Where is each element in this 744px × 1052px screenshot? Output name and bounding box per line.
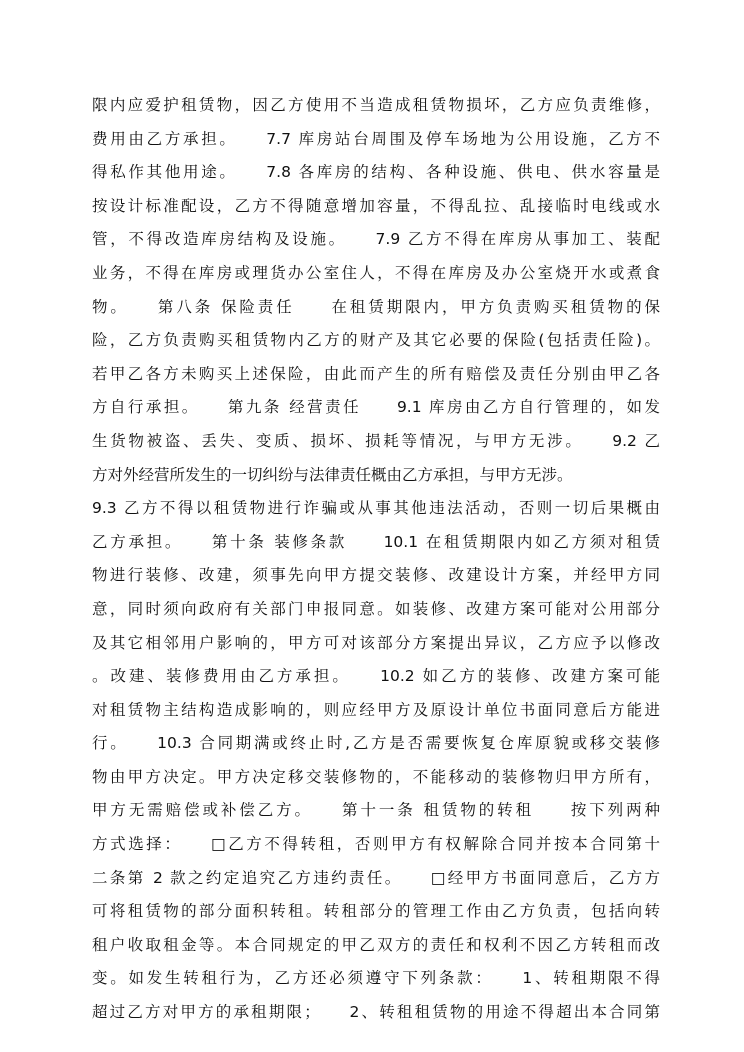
text-line: 甲方无需赔偿或补偿乙方。 第十一条 租赁物的转租 按下列两种 — [92, 801, 660, 820]
text-line: 及其它相邻用户影响的，甲方可对该部分方案提出异议，乙方应予以修改 — [92, 633, 660, 652]
text-line: 可将租赁物的部分面积转租。转租部分的管理工作由乙方负责，包括向转 — [92, 902, 660, 921]
text-line: 费用由乙方承担。 7.7 库房站台周围及停车场地为公用设施，乙方不 — [92, 129, 660, 148]
text-line: 9.3 乙方不得以租赁物进行诈骗或从事其他违法活动，否则一切后果概由 — [92, 499, 660, 518]
text-line: 物。 第八条 保险责任 在租赁期限内，甲方负责购买租赁物的保 — [92, 297, 660, 316]
text-line: 生货物被盗、丢失、变质、损坏、损耗等情况，与甲方无涉。 9.2 乙 — [92, 431, 660, 450]
text-line: 限内应爱护租赁物，因乙方使用不当造成租赁物损坏，乙方应负责维修， — [92, 96, 660, 114]
text-line: 租户收取租金等。本合同规定的甲乙双方的责任和权利不因乙方转租而改 — [92, 935, 660, 954]
text-line: 险，乙方负责购买租赁物内乙方的财产及其它必要的保险(包括责任险)。 — [92, 331, 660, 350]
text-line: 行。 10.3 合同期满或终止时,乙方是否需要恢复仓库原貌或移交装修 — [92, 734, 660, 753]
text-line: 按设计标准配设，乙方不得随意增加容量，不得乱拉、乱接临时电线或水 — [92, 196, 660, 215]
text-line: 业务，不得在库房或理货办公室住人，不得在库房及办公室烧开水或煮食 — [92, 263, 660, 282]
text-line: 方自行承担。 第九条 经营责任 9.1 库房由乙方自行管理的，如发 — [92, 398, 660, 417]
text-line: 方对外经营所发生的一切纠纷与法律责任概由乙方承担，与甲方无涉。 — [92, 465, 573, 484]
text-line: 乙方承担。 第十条 装修条款 10.1 在租赁期限内如乙方须对租赁 — [92, 532, 660, 551]
contract-body-text — [92, 89, 660, 1030]
text-line: 物由甲方决定。甲方决定移交装修物的，不能移动的装修物归甲方所有， — [92, 767, 660, 786]
text-line: 对租赁物主结构造成影响的，则应经甲方及原设计单位书面同意后方能进 — [92, 700, 660, 719]
text-line: 二条第 2 款之约定追究乙方违约责任。 □经甲方书面同意后，乙方方 — [92, 868, 660, 887]
text-line: 超过乙方对甲方的承租期限； 2、转租租赁物的用途不得超出本合同第 — [92, 1003, 660, 1022]
text-line: 管，不得改造库房结构及设施。 7.9 乙方不得在库房从事加工、装配 — [92, 230, 660, 249]
text-line: 意，同时须向政府有关部门申报同意。如装修、改建方案可能对公用部分 — [92, 599, 660, 618]
text-line: 得私作其他用途。 7.8 各库房的结构、各种设施、供电、供水容量是 — [92, 163, 660, 182]
text-line: 变。如发生转租行为，乙方还必须遵守下列条款： 1、转租期限不得 — [92, 969, 660, 988]
text-line: 若甲乙各方未购买上述保险，由此而产生的所有赔偿及责任分别由甲乙各 — [92, 364, 660, 383]
text-line: 物进行装修、改建，须事先向甲方提交装修、改建设计方案，并经甲方同 — [92, 566, 660, 585]
text-line: 方式选择： □乙方不得转租，否则甲方有权解除合同并按本合同第十 — [92, 835, 660, 854]
text-line: 。改建、装修费用由乙方承担。 10.2 如乙方的装修、改建方案可能 — [92, 667, 660, 686]
